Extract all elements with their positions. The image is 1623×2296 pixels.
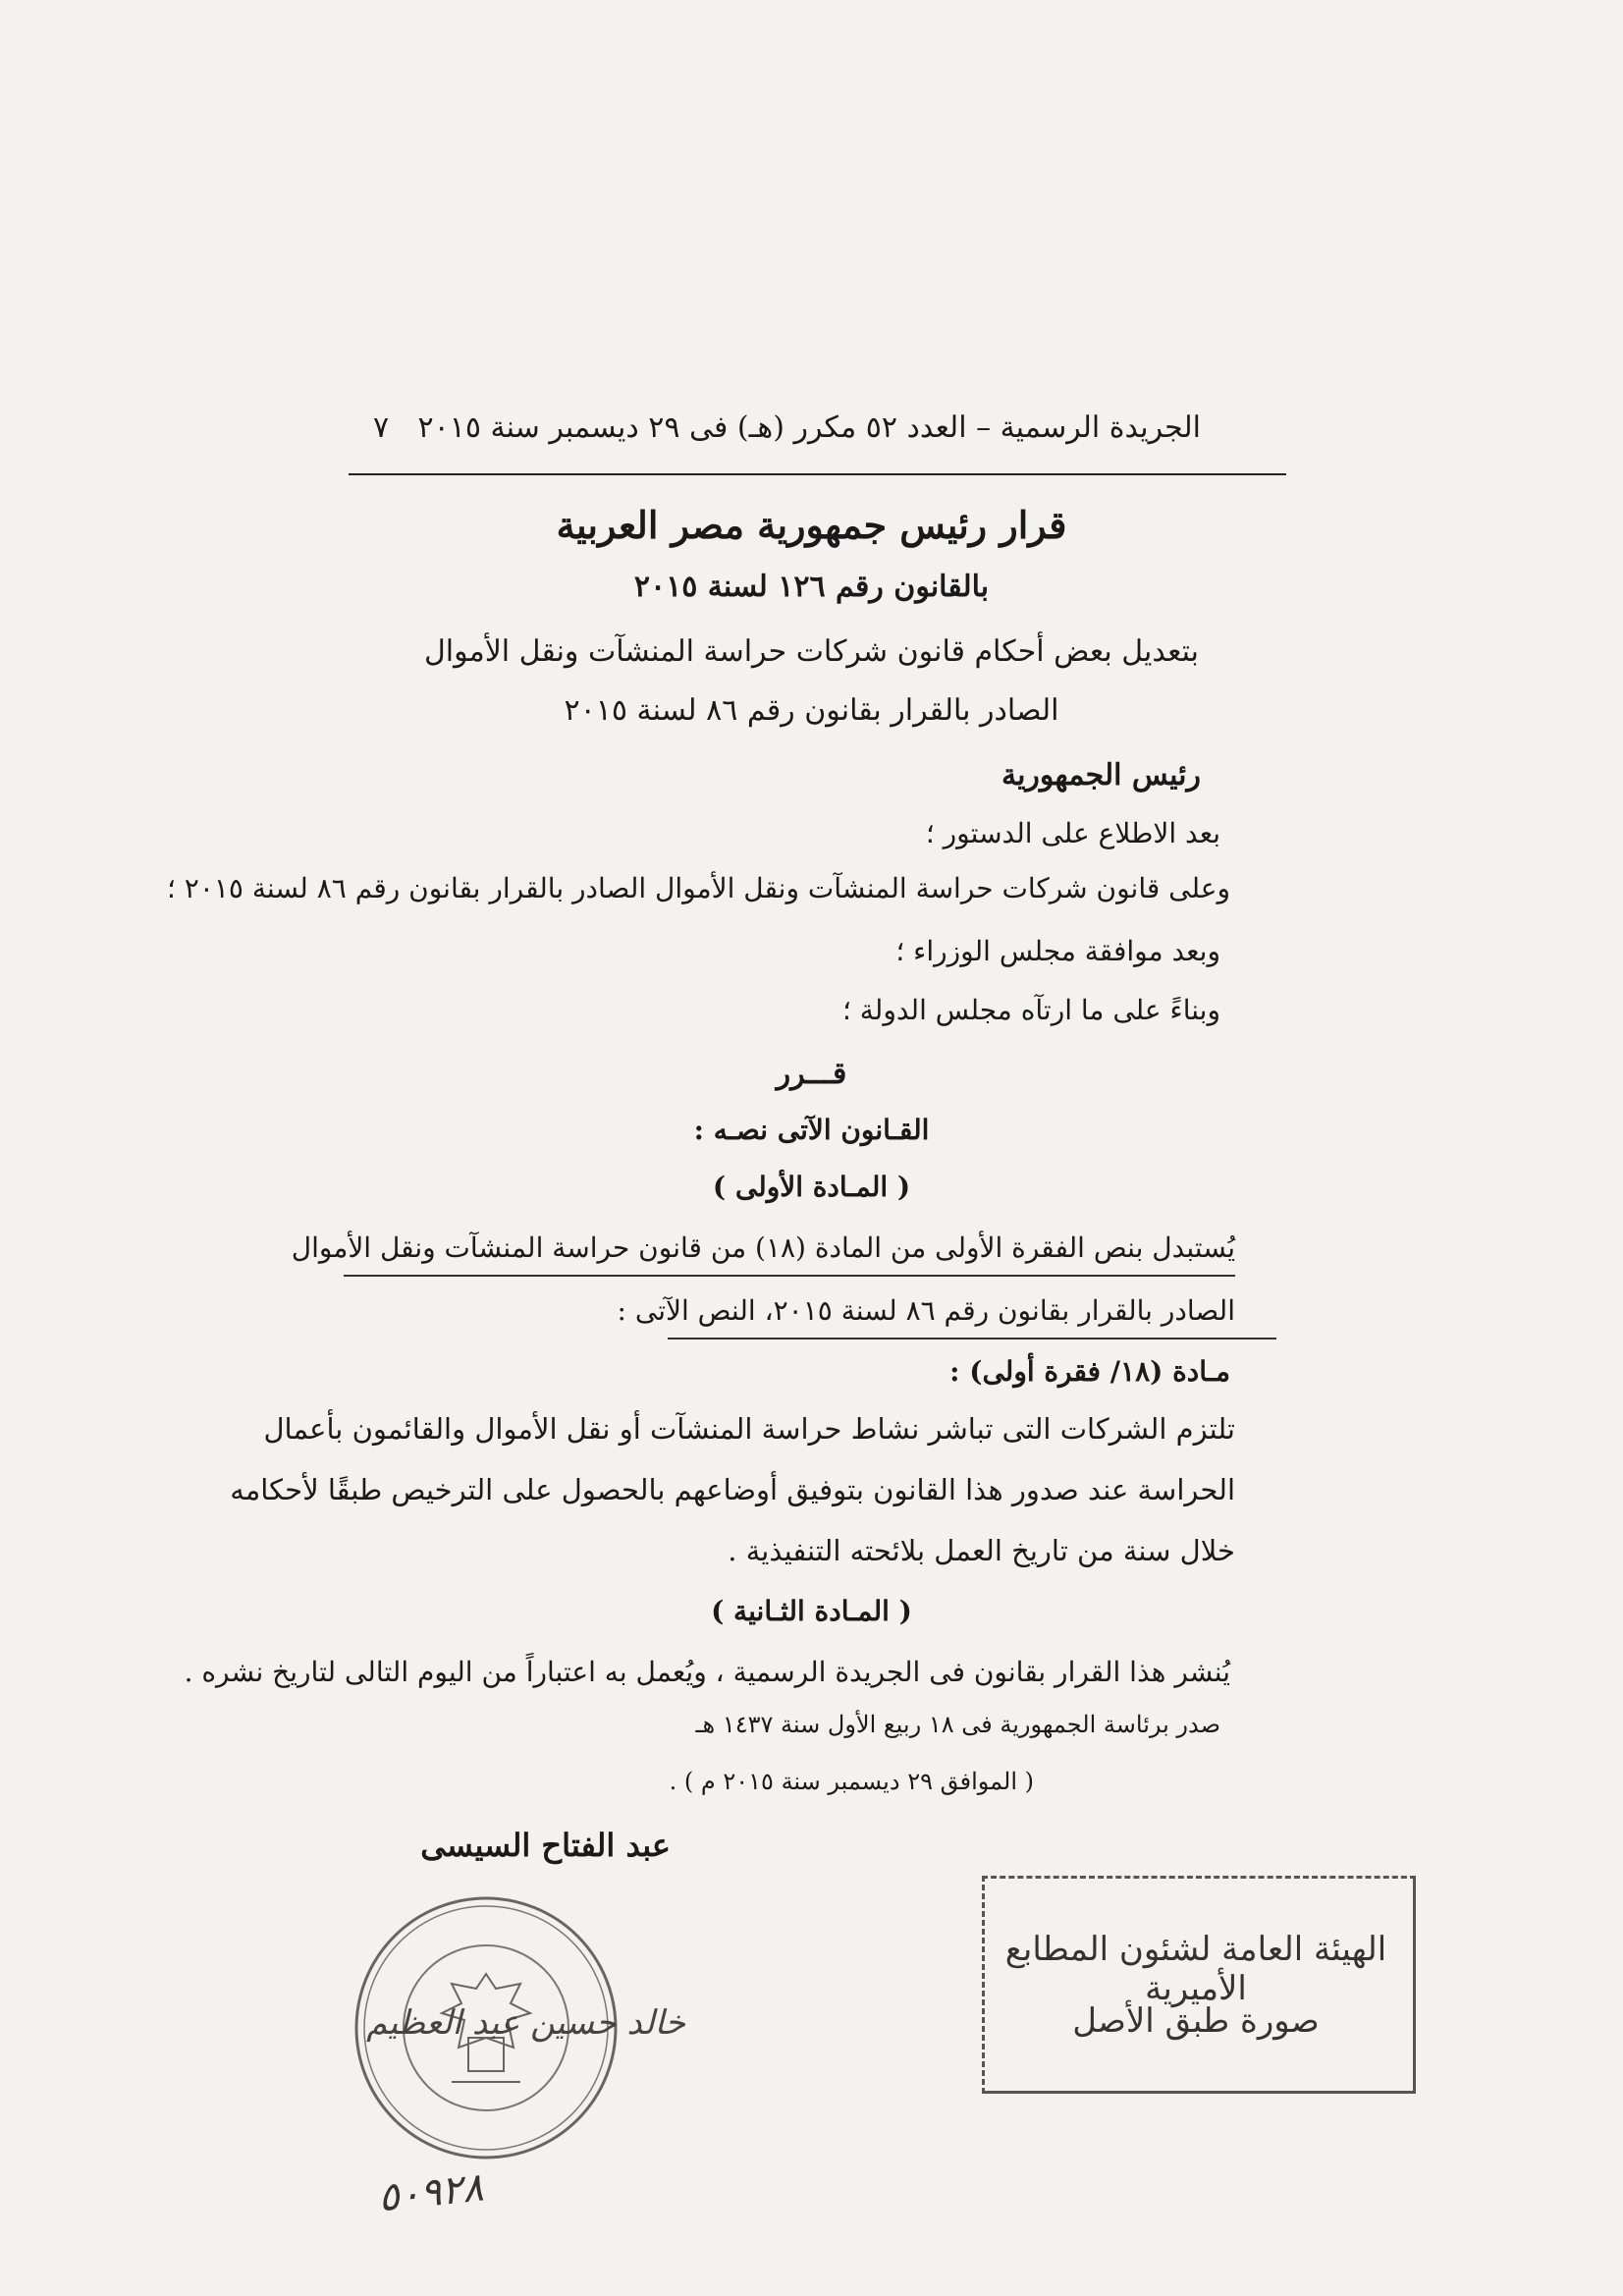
- gazette-header: الجريدة الرسمية – العدد ٥٢ مكرر (هـ) فى ٢٩ ديسمبر سنة ٢٠١٥: [417, 410, 1201, 445]
- stamp-line1: الهيئة العامة لشئون المطابع الأميرية: [1004, 1930, 1387, 2008]
- article1-heading: ( المـادة الأولى ): [712, 1171, 911, 1203]
- article1-line2: الصادر بالقرار بقانون رقم ٨٦ لسنة ٢٠١٥، النص الآتى :: [617, 1294, 1235, 1327]
- article18-heading: مـادة (١٨/ فقرة أولى) :: [949, 1355, 1230, 1388]
- decided-heading: قـــرر: [776, 1057, 847, 1091]
- decree-purpose-line2: الصادر بالقرار بقانون رقم ٨٦ لسنة ٢٠١٥: [564, 693, 1059, 728]
- decree-subtitle: بالقانون رقم ١٢٦ لسنة ٢٠١٥: [633, 570, 990, 604]
- article18-line1: تلتزم الشركات التى تباشر نشاط حراسة المنشآت أو نقل الأموال والقائمون بأعمال: [263, 1412, 1235, 1446]
- page-number: ٧: [373, 410, 390, 445]
- article18-line3: خلال سنة من تاريخ العمل بلائحته التنفيذية .: [728, 1534, 1235, 1567]
- stamp-line2: صورة طبق الأصل: [1072, 2001, 1320, 2041]
- president-signature: عبد الفتاح السيسى: [420, 1827, 671, 1864]
- article18-line2: الحراسة عند صدور هذا القانون بتوفيق أوضاعهم بالحصول على الترخيص طبقًا لأحكامه: [230, 1473, 1235, 1506]
- law-text-intro: القـانون الآتى نصـه :: [693, 1114, 930, 1146]
- article1-underline2: [668, 1338, 1276, 1339]
- handwritten-number: ٥٠٩٢٨: [375, 2164, 486, 2221]
- article2-heading: ( المـادة الثـانية ): [711, 1595, 912, 1627]
- article1-line1: يُستبدل بنص الفقرة الأولى من المادة (١٨) من قانون حراسة المنشآت ونقل الأموال: [291, 1231, 1235, 1264]
- decree-purpose-line1: بتعديل بعض أحكام قانون شركات حراسة المنشآت ونقل الأموال: [424, 634, 1199, 669]
- issued-date: صدر برئاسة الجمهورية فى ١٨ ربيع الأول سنة ١٤٣٧ هـ: [695, 1711, 1220, 1738]
- recital-1: بعد الاطلاع على الدستور ؛: [925, 817, 1220, 849]
- recital-4: وبناءً على ما ارتآه مجلس الدولة ؛: [841, 994, 1220, 1026]
- corresponding-date: ( الموافق ٢٩ ديسمبر سنة ٢٠١٥ م ) .: [669, 1768, 1034, 1795]
- article1-underline1: [344, 1275, 1235, 1277]
- signatory-signature: خالد حسين عبد العظيم: [366, 2003, 685, 2043]
- article2-text: يُنشر هذا القرار بقانون فى الجريدة الرسمية ، ويُعمل به اعتباراً من اليوم التالى لتاريخ نشره .: [184, 1656, 1230, 1688]
- recital-2: وعلى قانون شركات حراسة المنشآت ونقل الأموال الصادر بالقرار بقانون رقم ٨٦ لسنة ٢٠١٥ ؛: [166, 872, 1230, 904]
- recital-3: وبعد موافقة مجلس الوزراء ؛: [895, 935, 1220, 967]
- president-heading: رئيس الجمهورية: [1001, 758, 1201, 793]
- decree-title: قرار رئيس جمهورية مصر العربية: [556, 503, 1067, 547]
- header-divider: [349, 473, 1286, 475]
